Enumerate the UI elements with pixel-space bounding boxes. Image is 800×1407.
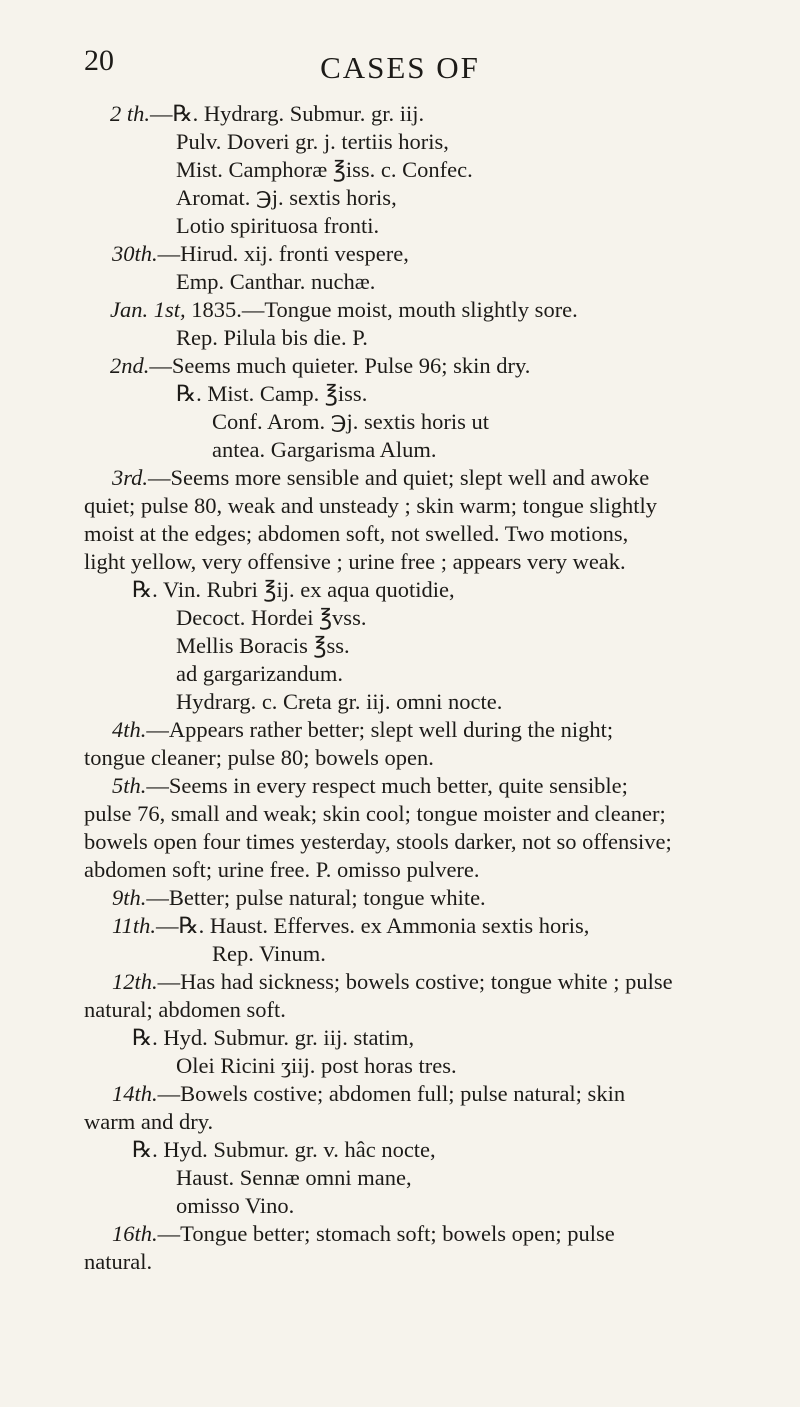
text-line — [176, 632, 350, 659]
date-label: 16th. — [112, 1221, 158, 1246]
line-text: Mist. Camphoræ ℥iss. c. Confec. — [176, 157, 473, 182]
line-text: —Tongue better; stomach soft; bowels open; pulse — [157, 1221, 615, 1246]
text-line — [84, 1248, 152, 1275]
text-line — [84, 744, 434, 771]
line-text: Decoct. Hordei ℥vss. — [176, 605, 367, 630]
line-text: Hydrarg. c. Creta gr. iij. omni nocte. — [176, 689, 503, 714]
text-line — [84, 1108, 213, 1135]
text-line — [112, 884, 486, 911]
line-text: Rep. Pilula bis die. P. — [176, 325, 368, 350]
date-label: 5th. — [112, 773, 147, 798]
line-text: quiet; pulse 80, weak and unsteady ; skin warm; tongue slightly — [84, 493, 658, 518]
date-label: Jan. 1st, — [110, 297, 186, 322]
text-line — [176, 604, 366, 631]
line-text: Conf. Arom. ℈j. sextis horis ut — [212, 409, 489, 434]
line-text: —Seems much quieter. Pulse 96; skin dry. — [149, 353, 531, 378]
line-text: warm and dry. — [84, 1109, 214, 1134]
line-text: —℞. Hydrarg. Submur. gr. iij. — [150, 101, 425, 126]
line-text: Lotio spirituosa fronti. — [176, 213, 380, 238]
text-line — [84, 520, 628, 547]
text-line — [84, 800, 666, 827]
text-line — [112, 912, 589, 939]
line-text: Olei Ricini ʒiij. post horas tres. — [176, 1053, 457, 1078]
page-header — [0, 44, 800, 94]
line-text: Emp. Canthar. nuchæ. — [176, 269, 376, 294]
text-line — [176, 268, 375, 295]
text-line — [132, 1024, 414, 1051]
page-number: 20 — [84, 44, 114, 77]
line-text: moist at the edges; abdomen soft, not swelled. Two motions, — [84, 521, 629, 546]
date-label: 4th. — [112, 717, 147, 742]
text-line — [176, 1164, 412, 1191]
text-line — [84, 492, 657, 519]
text-line — [212, 940, 326, 967]
date-label: 3rd. — [112, 465, 149, 490]
text-line — [176, 660, 343, 687]
text-line — [176, 212, 379, 239]
line-text: antea. Gargarisma Alum. — [212, 437, 437, 462]
line-text: ℞. Hyd. Submur. gr. v. hâc nocte, — [132, 1137, 436, 1162]
line-text: natural; abdomen soft. — [84, 997, 286, 1022]
line-text: Mellis Boracis ℥ss. — [176, 633, 350, 658]
line-text: Pulv. Doveri gr. j. tertiis horis, — [176, 129, 449, 154]
line-text: light yellow, very offensive ; urine free ; appears very weak. — [84, 549, 626, 574]
text-line — [110, 352, 530, 379]
line-text: —Hirud. xij. fronti vespere, — [157, 241, 409, 266]
date-label: 11th. — [112, 913, 156, 938]
text-line — [176, 1192, 294, 1219]
line-text: —Better; pulse natural; tongue white. — [146, 885, 486, 910]
running-head: CASES OF — [320, 50, 480, 85]
text-line — [112, 1220, 615, 1247]
line-text: bowels open four times yesterday, stools darker, not so offensive; — [84, 829, 672, 854]
text-line — [176, 380, 367, 407]
text-line — [112, 1080, 625, 1107]
date-label: 30th. — [112, 241, 158, 266]
line-text: ℞. Vin. Rubri ℥ij. ex aqua quotidie, — [132, 577, 455, 602]
text-line — [84, 828, 672, 855]
text-line — [84, 996, 286, 1023]
text-line — [132, 576, 455, 603]
text-line — [84, 856, 480, 883]
text-line — [110, 100, 424, 127]
text-line — [112, 772, 628, 799]
line-text: —Has had sickness; bowels costive; tongue white ; pulse — [157, 969, 673, 994]
line-text: ℞. Hyd. Submur. gr. iij. statim, — [132, 1025, 415, 1050]
date-label: 9th. — [112, 885, 147, 910]
line-text: —Seems in every respect much better, quite sensible; — [146, 773, 628, 798]
line-text: Haust. Sennæ omni mane, — [176, 1165, 412, 1190]
line-text: abdomen soft; urine free. P. omisso pulvere. — [84, 857, 480, 882]
date-label: 14th. — [112, 1081, 158, 1106]
text-line — [112, 716, 613, 743]
text-line — [212, 408, 489, 435]
text-line — [176, 156, 473, 183]
line-text: 1835.—Tongue moist, mouth slightly sore. — [185, 297, 578, 322]
text-line — [84, 548, 626, 575]
text-line — [112, 240, 409, 267]
text-line — [110, 296, 578, 323]
text-line — [176, 128, 449, 155]
line-text: pulse 76, small and weak; skin cool; tongue moister and cleaner; — [84, 801, 666, 826]
text-line — [132, 1136, 436, 1163]
line-text: ℞. Mist. Camp. ℥iss. — [176, 381, 368, 406]
date-label: 2nd. — [110, 353, 150, 378]
text-line — [212, 436, 437, 463]
date-label: 2 th. — [110, 101, 151, 126]
line-text: tongue cleaner; pulse 80; bowels open. — [84, 745, 434, 770]
line-text: natural. — [84, 1249, 153, 1274]
line-text: Rep. Vinum. — [212, 941, 326, 966]
text-line — [112, 968, 673, 995]
text-line — [176, 688, 502, 715]
line-text: —Bowels costive; abdomen full; pulse natural; skin — [157, 1081, 626, 1106]
line-text: ad gargarizandum. — [176, 661, 344, 686]
text-line — [176, 324, 368, 351]
line-text: —℞. Haust. Efferves. ex Ammonia sextis horis, — [155, 913, 590, 938]
line-text: —Seems more sensible and quiet; slept well and awoke — [148, 465, 650, 490]
line-text: Aromat. ℈j. sextis horis, — [176, 185, 397, 210]
text-line — [176, 184, 397, 211]
text-line — [176, 1052, 457, 1079]
line-text: omisso Vino. — [176, 1193, 295, 1218]
date-label: 12th. — [112, 969, 158, 994]
line-text: —Appears rather better; slept well during the night; — [146, 717, 614, 742]
text-line — [112, 464, 649, 491]
